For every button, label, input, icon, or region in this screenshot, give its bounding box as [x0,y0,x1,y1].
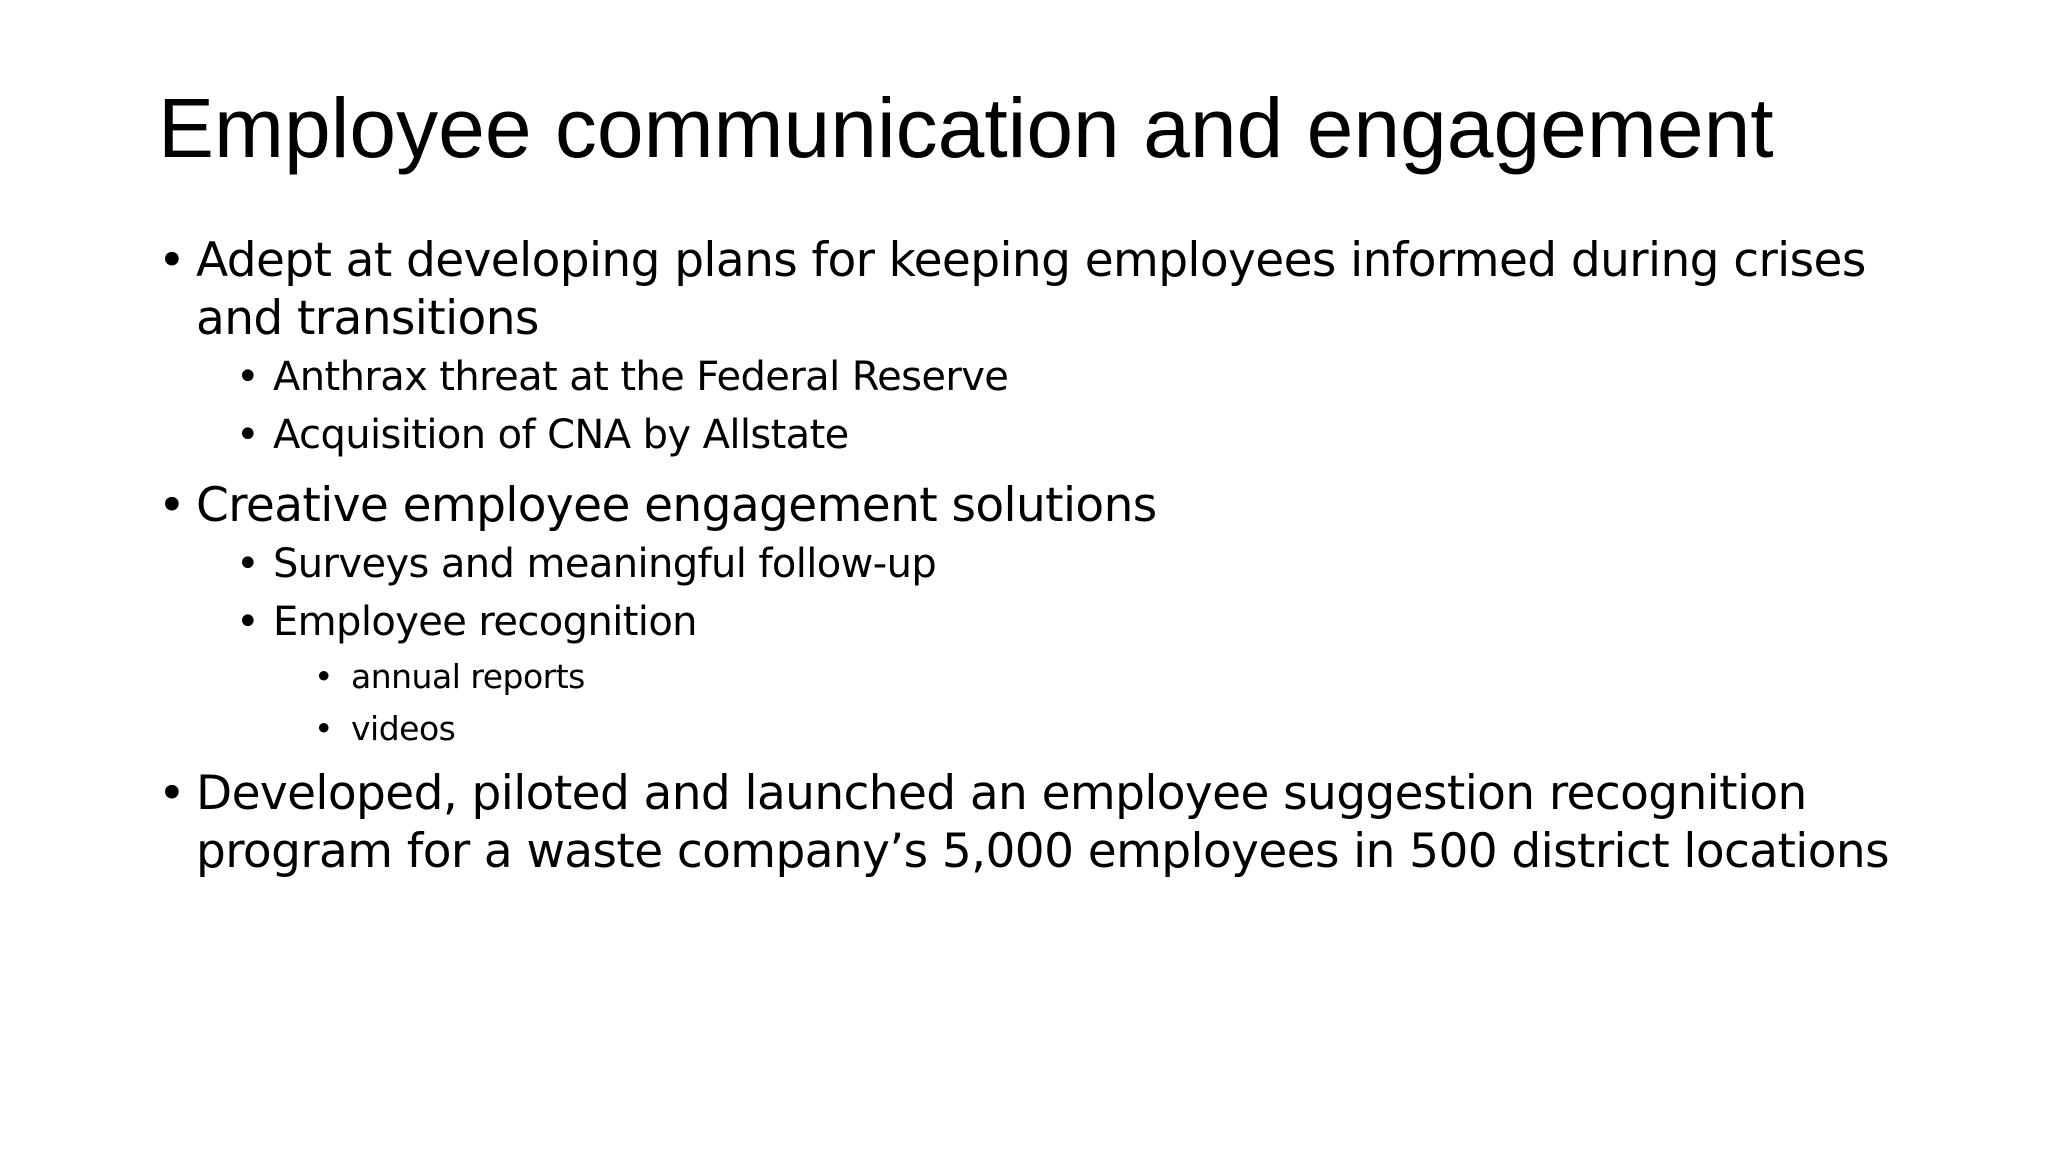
bullet-dot-icon: • [236,412,259,458]
bullet-text: Developed, piloted and launched an employee suggestion recognition program for a waste company’s 5,000 employees in 500 district locations [196,766,1889,879]
bullet-dot-icon: • [314,709,333,748]
sub-sub-bullet-text: videos [351,709,456,748]
sub-bullet-text: Acquisition of CNA by Allstate [273,412,849,458]
sub-bullet-text: Employee recognition [273,599,697,645]
sub-bullet-item [236,535,1918,593]
sub-sub-bullet-item [314,651,1918,703]
bullet-item [158,765,1918,881]
bullet-dot-icon: • [158,766,186,821]
bullet-item [158,232,1918,348]
sub-bullet-text: Surveys and meaningful follow-up [273,541,937,587]
sub-sub-bullet-item [314,703,1918,755]
bullet-dot-icon: • [236,541,259,587]
bullet-dot-icon: • [158,233,186,288]
sub-bullet-item [236,406,1918,464]
sub-bullet-text: Anthrax threat at the Federal Reserve [273,354,1009,400]
bullet-list [158,232,1918,881]
bullet-text: Adept at developing plans for keeping employees informed during crises and transitions [196,233,1866,346]
bullet-dot-icon: • [236,599,259,645]
bullet-dot-icon: • [236,354,259,400]
sub-bullet-item [236,593,1918,651]
sub-sub-bullet-text: annual reports [351,657,585,696]
slide-title: Employee communication and engagement [158,81,1774,175]
bullet-text: Creative employee engagement solutions [196,478,1157,533]
bullet-item [158,477,1918,535]
bullet-dot-icon: • [158,478,186,533]
sub-bullet-item [236,348,1918,406]
bullet-dot-icon: • [314,657,333,696]
